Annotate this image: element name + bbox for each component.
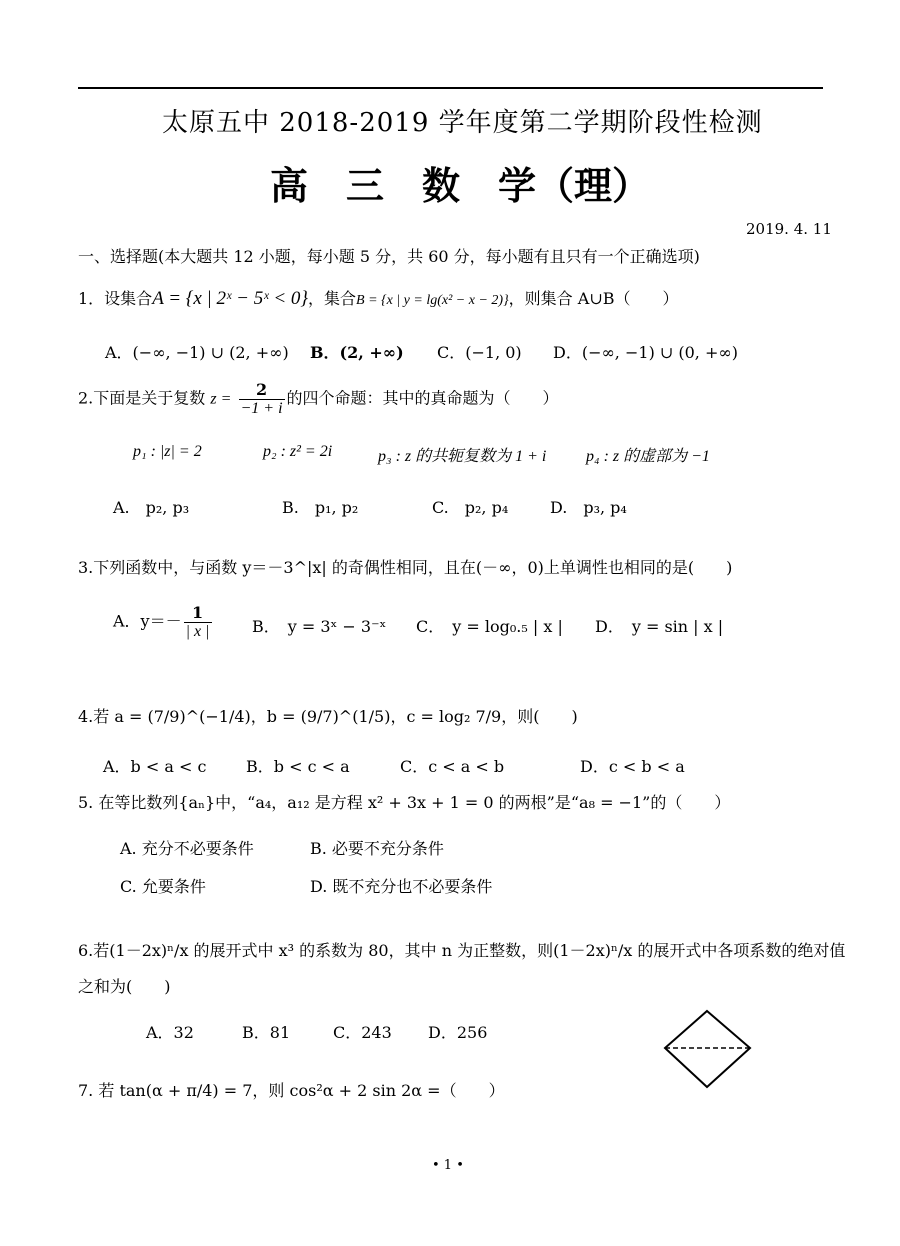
- question-2-option-c: C. p₂, p₄: [432, 498, 509, 517]
- question-6-option-b: B．81: [242, 1023, 291, 1042]
- question-3-option-c: C． y = log₀.₅ | x |: [416, 617, 563, 636]
- question-2-option-d: D. p₃, p₄: [550, 498, 627, 517]
- question-2-prop-4: p₄ : z 的虚部为 −1: [586, 448, 710, 465]
- question-2-prop-3: p₃ : z 的共轭复数为 1 + i: [378, 448, 547, 465]
- question-3-option-a: A．y＝－ $\frac{1}{| x |}$: [113, 603, 210, 640]
- question-2-prop-2: p₂ : z² = 2i: [263, 443, 333, 460]
- q2-fraction-numerator: 2: [239, 381, 285, 400]
- question-4-option-b: B．b < c < a: [246, 757, 350, 776]
- question-2-stem: 2.下面是关于复数 z = $\frac{2}{-1 + i}$ 的四个命题：其中的真命题为（ ）: [78, 380, 559, 417]
- question-4-stem: 4.若 a = (7/9)^(−1/4)，b = (9/7)^(1/5)，c = log₂ 7/9，则( ): [78, 707, 578, 726]
- question-5-option-a: A. 充分不必要条件: [120, 839, 254, 858]
- question-6-option-d: D．256: [428, 1023, 488, 1042]
- top-rule: [78, 87, 823, 89]
- question-6-option-c: C．243: [333, 1023, 392, 1042]
- question-5-stem: 5. 在等比数列{aₙ}中，“a₄，a₁₂ 是方程 x² + 3x + 1 = 0 的两根”是“a₈ = −1”的（ ）: [78, 793, 731, 812]
- question-4-option-d: D．c < b < a: [580, 757, 685, 776]
- question-3-stem: 3.下列函数中，与函数 y＝－3^|x| 的奇偶性相同，且在(－∞，0)上单调性也相同的是( ): [78, 558, 733, 577]
- question-6-option-a: A．32: [146, 1023, 194, 1042]
- question-5-option-b: B. 必要不充分条件: [310, 839, 444, 858]
- question-7-stem: 7. 若 tan(α + π/4) = 7，则 cos²α + 2 sin 2α =（ ）: [78, 1081, 505, 1100]
- page-number: • 1 •: [432, 1158, 464, 1173]
- question-1-option-c: C．(−1, 0): [437, 343, 522, 362]
- diamond-figure: [660, 1008, 755, 1090]
- question-1-stem: 1．设集合A = {x | 2ˣ − 5ˣ < 0}，集合B = {x | y = lg(x² − x − 2)}，则集合 A∪B（ ）: [78, 288, 679, 309]
- question-3-option-b: B． y = 3ˣ − 3⁻ˣ: [252, 617, 387, 636]
- q3-fraction-numerator: 1: [184, 604, 212, 623]
- question-2-prop-1: p₁ : |z| = 2: [133, 443, 202, 460]
- section-heading: 一、选择题(本大题共 12 小题，每小题 5 分，共 60 分，每小题有且只有一个正确选项): [78, 247, 700, 266]
- question-1-option-d: D．(−∞, −1) ∪ (0, +∞): [553, 343, 738, 362]
- question-1-option-b: B．(2, +∞): [310, 343, 404, 362]
- question-4-option-a: A．b < a < c: [103, 757, 207, 776]
- question-6-stem-line-1: 6.若(1－2x)ⁿ/x 的展开式中 x³ 的系数为 80，其中 n 为正整数，则(1－2x)ⁿ/x 的展开式中各项系数的绝对值: [78, 941, 846, 960]
- question-1-option-a: A．(−∞, −1) ∪ (2, +∞): [105, 343, 289, 362]
- question-2-option-a: A. p₂, p₃: [113, 498, 190, 517]
- exam-date: 2019. 4. 11: [746, 220, 832, 238]
- q3-fraction-denominator: | x |: [185, 622, 210, 640]
- question-3-option-d: D． y = sin | x |: [595, 617, 724, 636]
- question-6-stem-line-2: 之和为( ): [78, 977, 171, 996]
- question-5-option-d: D. 既不充分也不必要条件: [310, 877, 493, 896]
- exam-title: 太原五中 2018-2019 学年度第二学期阶段性检测: [162, 108, 763, 138]
- question-4-option-c: C．c < a < b: [400, 757, 505, 776]
- question-2-option-b: B. p₁, p₂: [282, 498, 359, 517]
- question-5-option-c: C. 允要条件: [120, 877, 206, 896]
- exam-subtitle: 高 三 数 学（理）: [270, 163, 651, 208]
- q2-fraction-denominator: −1 + i: [240, 399, 283, 417]
